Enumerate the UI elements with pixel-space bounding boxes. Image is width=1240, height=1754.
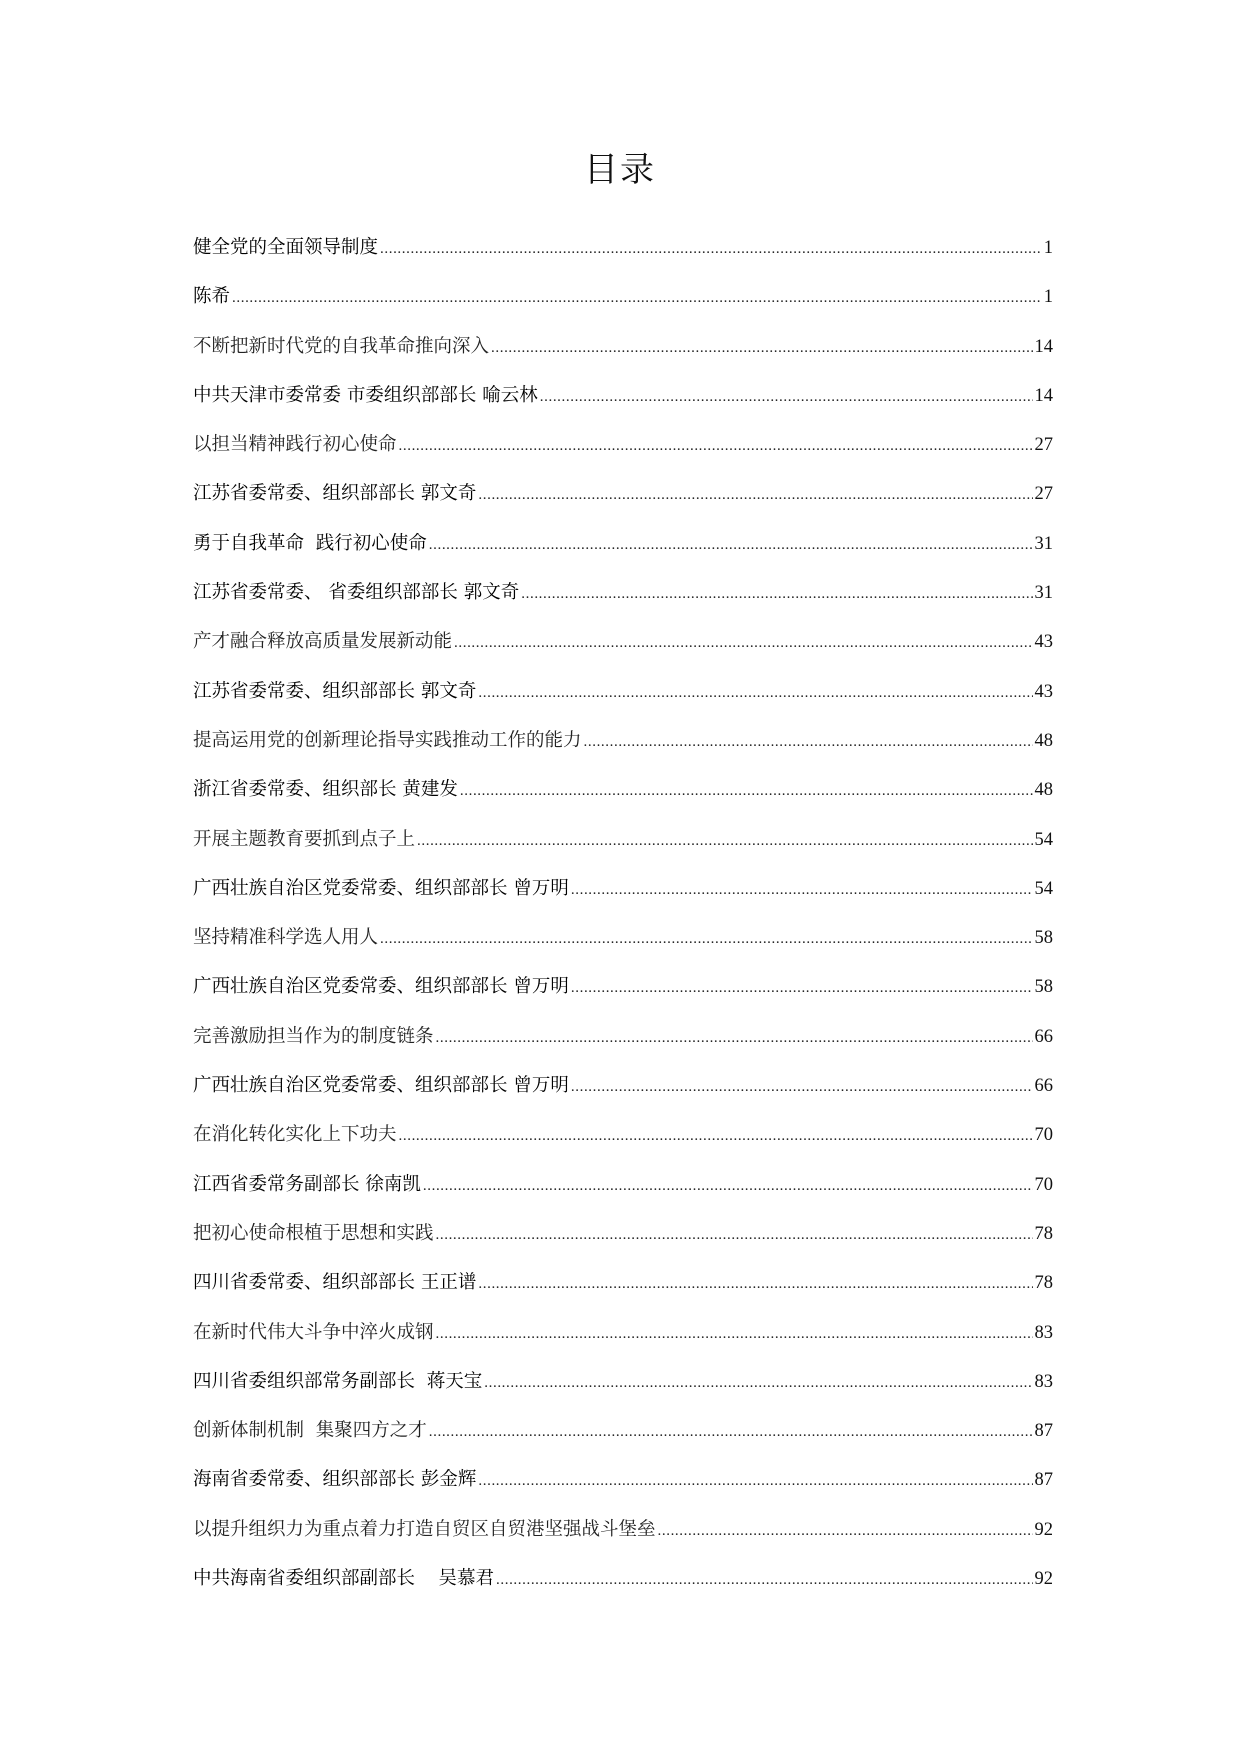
toc-dot-leader — [460, 773, 1033, 809]
toc-entry[interactable] — [193, 1512, 1053, 1561]
toc-page-number: 70 — [1034, 1125, 1053, 1146]
toc-entry[interactable] — [193, 1413, 1053, 1462]
toc-page-number: 31 — [1034, 533, 1053, 554]
toc-entry-text: 江苏省委常委、 省委组织部部长 郭文奇 — [193, 582, 520, 604]
toc-page-number: 58 — [1034, 928, 1053, 949]
toc-entry[interactable] — [193, 1315, 1053, 1364]
toc-dot-leader — [521, 576, 1032, 612]
toc-entry[interactable] — [193, 476, 1053, 525]
toc-entry[interactable] — [193, 1068, 1053, 1117]
toc-entry[interactable] — [193, 526, 1053, 575]
toc-entry[interactable] — [193, 378, 1053, 427]
toc-entry-text: 以提升组织力为重点着力打造自贸区自贸港坚强战斗堡垒 — [193, 1518, 656, 1540]
toc-entry[interactable] — [193, 624, 1053, 673]
toc-entry[interactable] — [193, 1019, 1053, 1068]
toc-entry-text: 把初心使命根植于思想和实践 — [193, 1222, 434, 1244]
toc-dot-leader — [436, 1020, 1033, 1056]
toc-entry-text: 完善激励担当作为的制度链条 — [193, 1025, 434, 1047]
toc-page-number: 54 — [1034, 829, 1053, 850]
toc-dot-leader — [454, 625, 1032, 661]
toc-page-number: 27 — [1034, 435, 1053, 456]
toc-entry-text: 四川省委组织部常务副部长 蒋天宝 — [193, 1370, 483, 1392]
toc-entry[interactable] — [193, 1561, 1053, 1610]
toc-entry[interactable] — [193, 329, 1053, 378]
toc-entry[interactable] — [193, 772, 1053, 821]
toc-dot-leader — [478, 477, 1032, 513]
toc-page-number: 27 — [1034, 484, 1053, 505]
toc-dot-leader — [417, 823, 1032, 859]
toc-entry-text: 江苏省委常委、组织部部长 郭文奇 — [193, 680, 477, 702]
toc-entry-text: 广西壮族自治区党委常委、组织部部长 曾万明 — [193, 1075, 569, 1097]
toc-dot-leader — [399, 428, 1033, 464]
toc-page-number: 58 — [1034, 977, 1053, 998]
toc-entry-text: 四川省委常委、组织部部长 王正谱 — [193, 1272, 477, 1294]
toc-dot-leader — [496, 1562, 1032, 1598]
toc-entry[interactable] — [193, 920, 1053, 969]
toc-entry-text: 不断把新时代党的自我革命推向深入 — [193, 335, 490, 357]
toc-dot-leader — [423, 1168, 1033, 1204]
toc-dot-leader — [658, 1513, 1033, 1549]
toc-entry-text: 陈希 — [193, 286, 231, 308]
toc-page-number: 78 — [1034, 1273, 1053, 1294]
toc-entry-text: 以担当精神践行初心使命 — [193, 434, 397, 456]
toc-page-number: 54 — [1034, 878, 1053, 899]
toc-entry-text: 广西壮族自治区党委常委、组织部部长 曾万明 — [193, 976, 569, 998]
toc-dot-leader — [429, 1414, 1033, 1450]
toc-dot-leader — [232, 280, 1042, 316]
toc-entry-text: 江西省委常务副部长 徐南凯 — [193, 1173, 421, 1195]
toc-entry-text: 海南省委常委、组织部部长 彭金辉 — [193, 1469, 477, 1491]
toc-entry-text: 广西壮族自治区党委常委、组织部部长 曾万明 — [193, 877, 569, 899]
toc-dot-leader — [399, 1118, 1033, 1154]
toc-page-number: 43 — [1034, 681, 1053, 702]
toc-dot-leader — [478, 675, 1032, 711]
toc-entry[interactable] — [193, 575, 1053, 624]
toc-entry[interactable] — [193, 969, 1053, 1018]
toc-entry-text: 开展主题教育要抓到点子上 — [193, 828, 416, 850]
toc-list — [193, 230, 1053, 1610]
toc-page-number: 83 — [1034, 1322, 1053, 1343]
toc-entry[interactable] — [193, 1364, 1053, 1413]
toc-page-number: 92 — [1034, 1569, 1053, 1590]
toc-page-number: 14 — [1034, 336, 1053, 357]
toc-entry[interactable] — [193, 674, 1053, 723]
toc-page-number: 1 — [1043, 238, 1053, 258]
toc-page-number: 31 — [1034, 583, 1053, 604]
toc-entry-text: 健全党的全面领导制度 — [193, 237, 379, 258]
toc-entry[interactable] — [193, 1265, 1053, 1314]
toc-entry-text: 在新时代伟大斗争中淬火成钢 — [193, 1321, 434, 1343]
toc-entry-text: 中共海南省委组织部副部长 吴慕君 — [193, 1568, 495, 1590]
toc-page-number: 43 — [1034, 632, 1053, 653]
toc-entry[interactable] — [193, 1167, 1053, 1216]
toc-entry-text: 产才融合释放高质量发展新动能 — [193, 631, 453, 653]
toc-entry[interactable] — [193, 822, 1053, 871]
toc-dot-leader — [571, 970, 1033, 1006]
toc-entry[interactable] — [193, 279, 1053, 328]
toc-page-number: 1 — [1043, 287, 1053, 308]
toc-entry[interactable] — [193, 1462, 1053, 1511]
toc-dot-leader — [380, 921, 1032, 957]
toc-entry-text: 在消化转化实化上下功夫 — [193, 1124, 397, 1146]
toc-dot-leader — [478, 1463, 1032, 1499]
toc-entry-text: 坚持精准科学选人用人 — [193, 927, 379, 949]
toc-entry-text: 勇于自我革命 践行初心使命 — [193, 532, 427, 554]
toc-dot-leader — [571, 872, 1033, 908]
toc-page-number: 83 — [1034, 1371, 1053, 1392]
toc-page-number: 70 — [1034, 1174, 1053, 1195]
toc-page-number: 48 — [1034, 730, 1053, 751]
toc-dot-leader — [584, 724, 1033, 760]
toc-dot-leader — [491, 330, 1032, 366]
toc-entry[interactable] — [193, 723, 1053, 772]
toc-entry[interactable] — [193, 1117, 1053, 1166]
toc-entry[interactable] — [193, 1216, 1053, 1265]
toc-entry-text: 浙江省委常委、组织部长 黄建发 — [193, 779, 458, 801]
toc-dot-leader — [540, 379, 1033, 415]
toc-page-number: 66 — [1034, 1026, 1053, 1047]
toc-dot-leader — [380, 231, 1042, 267]
toc-dot-leader — [478, 1266, 1032, 1302]
toc-entry-text: 提高运用党的创新理论指导实践推动工作的能力 — [193, 729, 582, 751]
toc-dot-leader — [436, 1217, 1033, 1253]
toc-page-number: 66 — [1034, 1076, 1053, 1097]
toc-page-number: 92 — [1034, 1519, 1053, 1540]
toc-entry-text: 中共天津市委常委 市委组织部部长 喻云林 — [193, 384, 538, 406]
toc-page-number: 78 — [1034, 1223, 1053, 1244]
toc-page-number: 14 — [1034, 385, 1053, 406]
toc-entry[interactable] — [193, 871, 1053, 920]
toc-dot-leader — [571, 1069, 1033, 1105]
toc-entry[interactable] — [193, 230, 1053, 279]
toc-dot-leader — [436, 1316, 1033, 1352]
toc-page-number: 87 — [1034, 1421, 1053, 1442]
toc-title: 目录 — [584, 150, 656, 190]
toc-entry[interactable] — [193, 427, 1053, 476]
toc-entry-text: 创新体制机制 集聚四方之才 — [193, 1420, 427, 1442]
toc-entry-text: 江苏省委常委、组织部部长 郭文奇 — [193, 483, 477, 505]
toc-page-number: 48 — [1034, 780, 1053, 801]
toc-dot-leader — [429, 527, 1033, 563]
toc-page-number: 87 — [1034, 1470, 1053, 1491]
toc-dot-leader — [484, 1365, 1032, 1401]
